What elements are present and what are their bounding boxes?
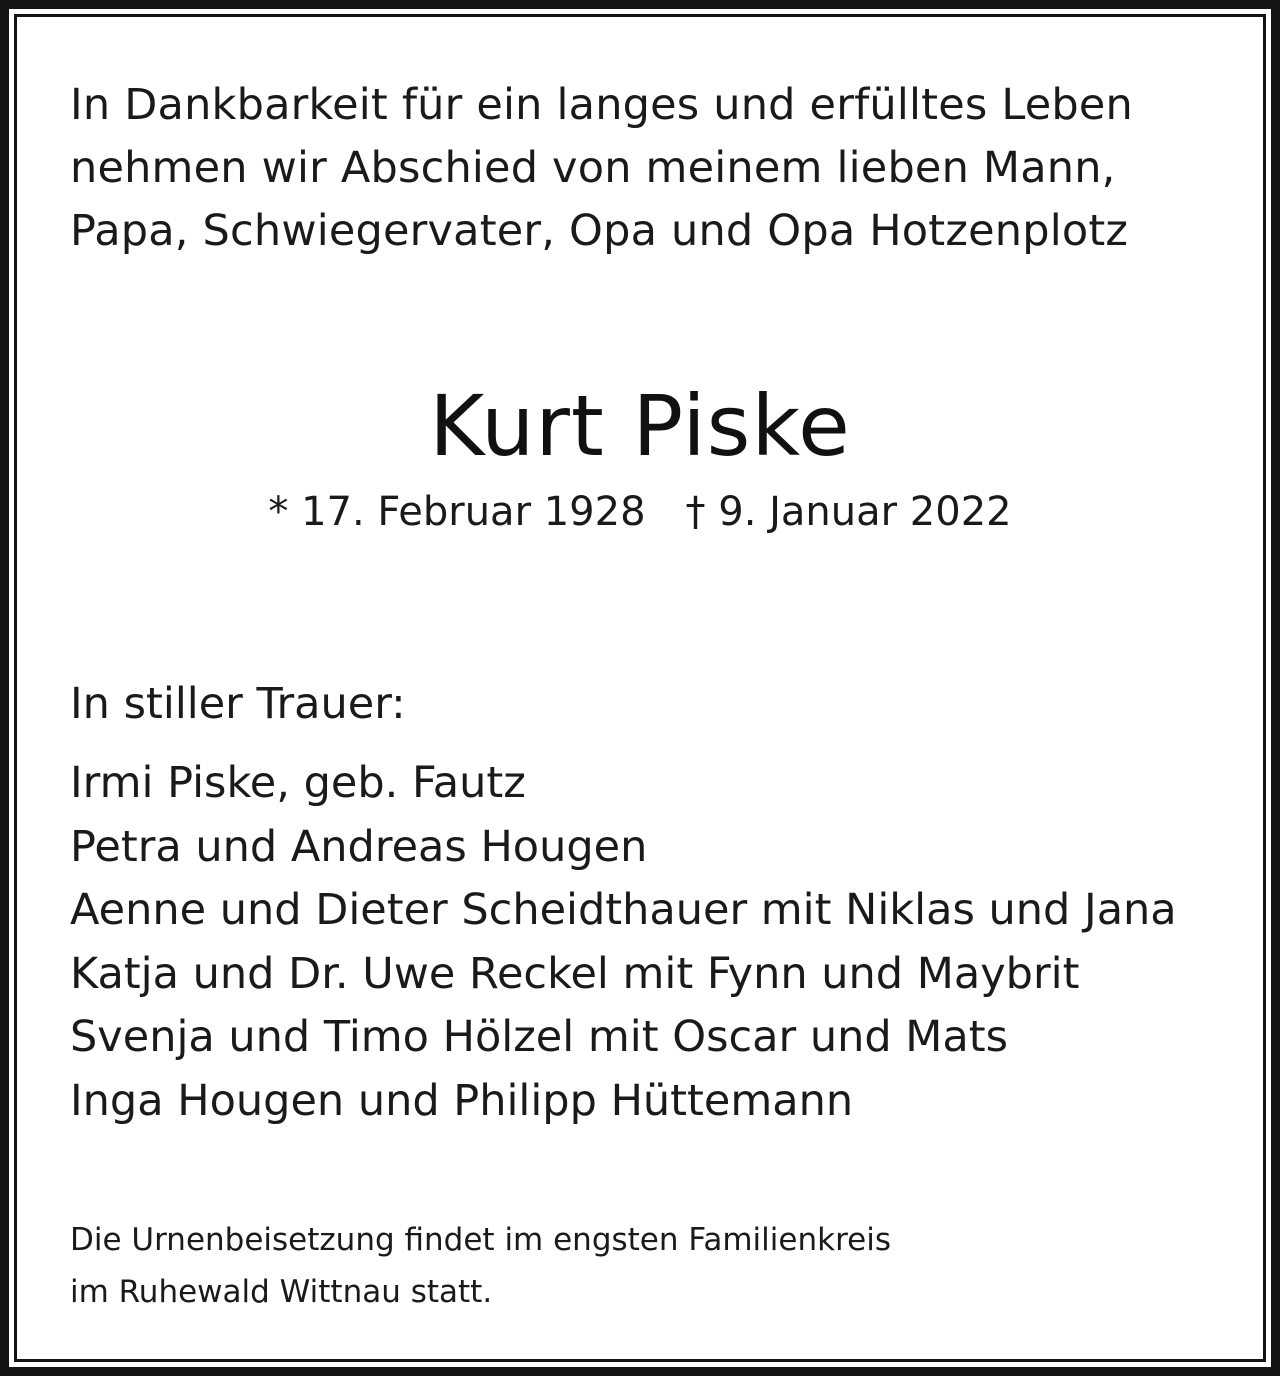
mourner-entry: Irmi Piske, geb. Fautz (70, 758, 526, 808)
mourners-list (70, 752, 1250, 1134)
burial-note-line: Die Urnenbeisetzung findet im engsten Familienkreis (70, 1222, 891, 1258)
birth-date: * 17. Februar 1928 (268, 489, 646, 535)
mourner-entry: Aenne und Dieter Scheidthauer mit Niklas und Jana (70, 885, 1177, 936)
mourning-heading: In stiller Trauer: (70, 679, 406, 729)
burial-note-line: im Ruhewald Wittnau statt. (70, 1274, 493, 1310)
mourner-entry: Petra und Andreas Hougen (70, 821, 648, 872)
deceased-name: Kurt Piske (429, 377, 851, 475)
mourner-entry: Svenja und Timo Hölzel mit Oscar und Mats (70, 1012, 1009, 1063)
mourner-entry: Katja und Dr. Uwe Reckel mit Fynn und Maybrit (70, 948, 1080, 999)
intro-text (70, 74, 1220, 263)
intro-line: In Dankbarkeit für ein langes und erfülltes Leben (70, 80, 1134, 130)
burial-note (70, 1214, 1220, 1318)
life-dates (0, 486, 1280, 538)
death-date: † 9. Januar 2022 (685, 489, 1012, 535)
intro-line: nehmen wir Abschied von meinem lieben Mann, (70, 143, 1116, 193)
intro-line: Papa, Schwiegervater, Opa und Opa Hotzenplotz (70, 206, 1129, 256)
mourner-entry: Inga Hougen und Philipp Hüttemann (70, 1075, 854, 1126)
